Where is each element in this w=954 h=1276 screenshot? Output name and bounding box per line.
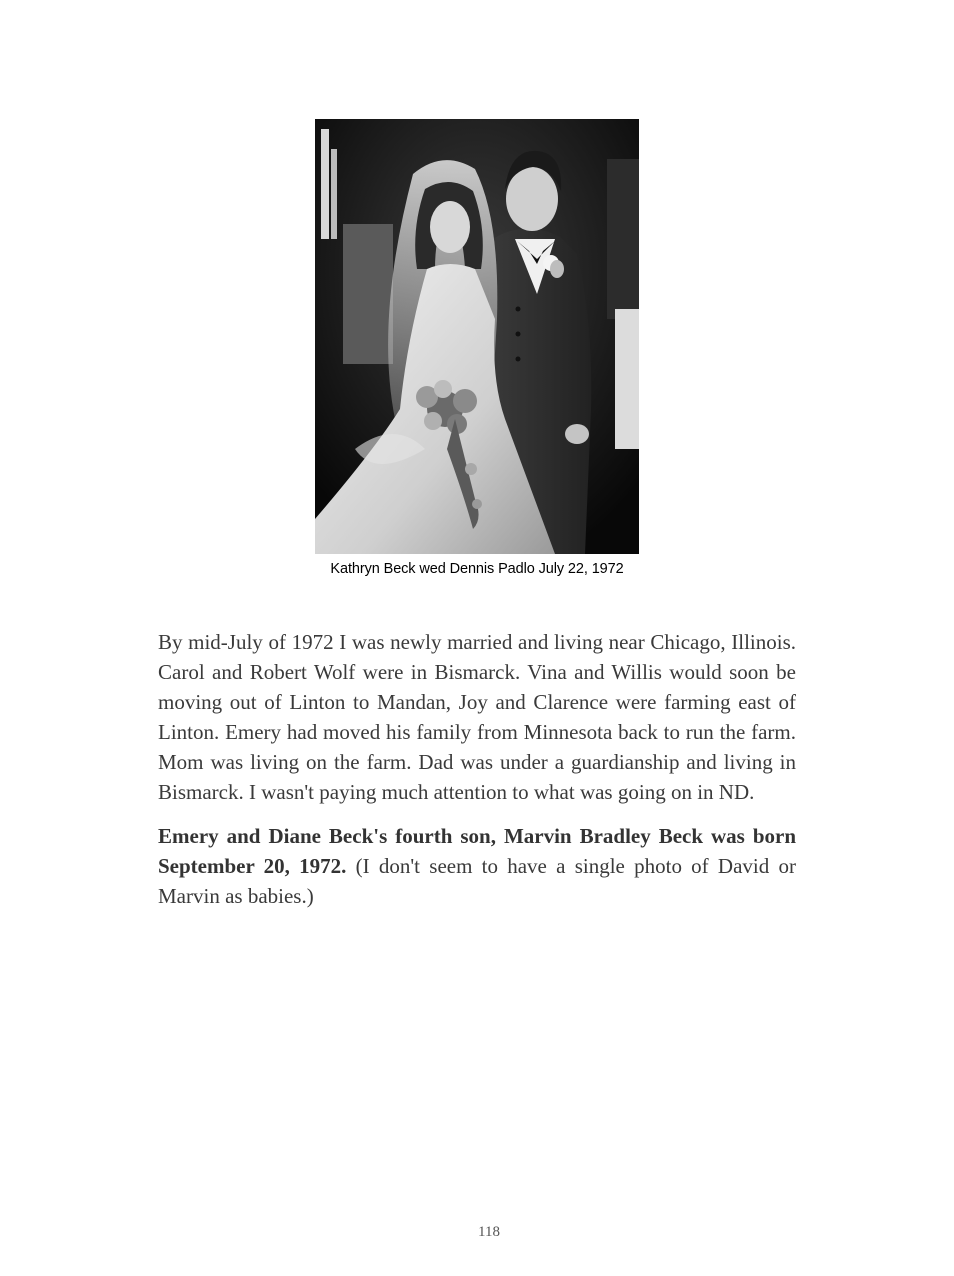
page-number: 118 — [478, 1224, 500, 1240]
body-text — [158, 627, 796, 925]
wedding-photo-icon — [315, 119, 639, 554]
paragraph-2 — [158, 821, 796, 911]
photo-caption: Kathryn Beck wed Dennis Padlo July 22, 1972 — [330, 561, 624, 577]
paragraph-2-normal: (I don't seem to have a single photo of David or Marvin as babies.) — [158, 854, 796, 908]
paragraph-2-bold: Emery and Diane Beck's fourth son, Marvin Bradley Beck was born September 20, 1972. — [158, 824, 796, 878]
paragraph-1: By mid-July of 1972 I was newly married and living near Chicago, Illinois. Carol and Robert Wolf were in Bismarck. Vina and Willis would soon be moving out of Linton to Mandan, Joy and Clarence were farming east of Linton. Emery had moved his family from Minnesota back to run the farm. Mom was living on the farm. Dad was under a guardianship and living in Bismarck. I wasn't paying much attention to what was going on in ND. — [158, 630, 796, 804]
wedding-photo — [315, 119, 639, 554]
